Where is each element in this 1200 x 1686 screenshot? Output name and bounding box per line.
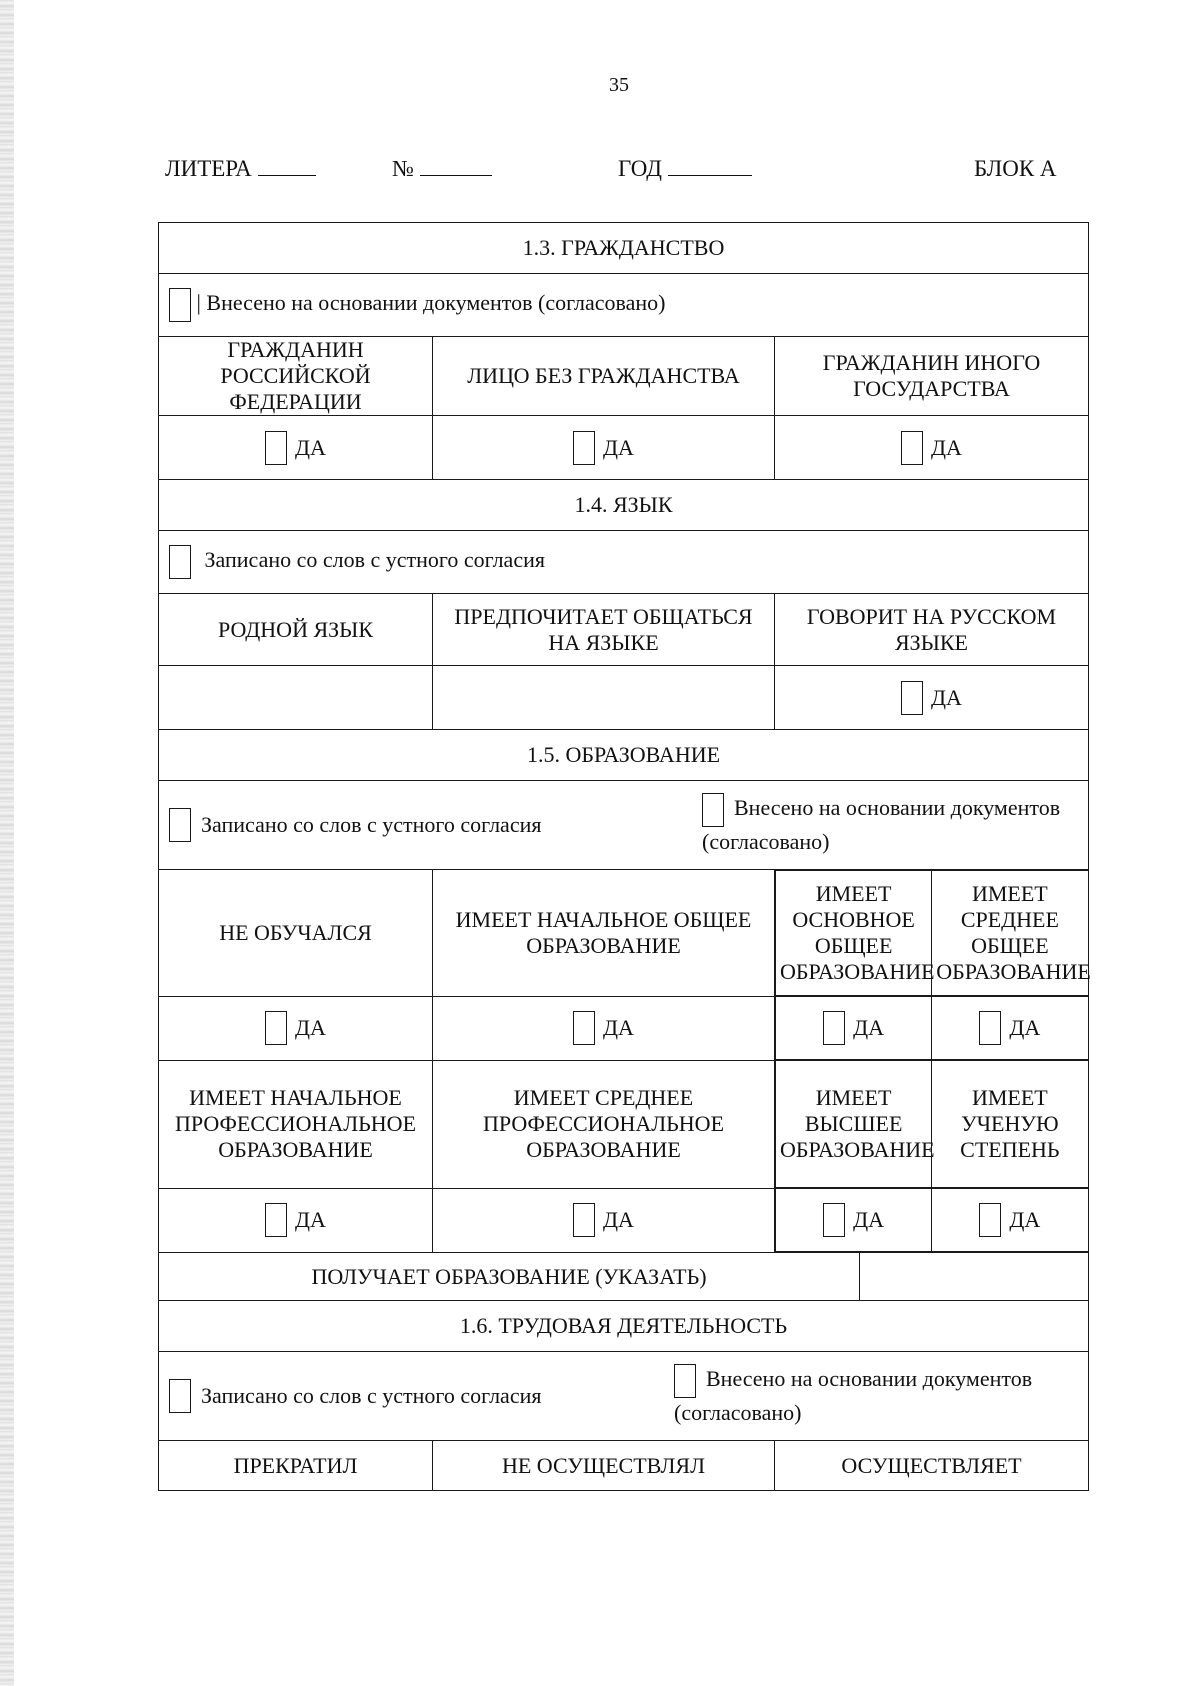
- yes-label: ДА: [853, 1015, 885, 1040]
- language-preferred-input[interactable]: [433, 666, 775, 730]
- litera-blank[interactable]: [258, 157, 316, 176]
- yes-label: ДА: [603, 1207, 634, 1233]
- number-blank[interactable]: [420, 157, 492, 176]
- checkbox[interactable]: [702, 793, 724, 827]
- education-note-docs: Внесено на основании документов (согласовано): [702, 795, 1061, 854]
- yes-label: ДА: [853, 1207, 885, 1232]
- employment-note-oral: Записано со слов с устного согласия: [201, 1383, 542, 1408]
- employment-note-docs: Внесено на основании документов (согласовано): [674, 1366, 1033, 1425]
- checkbox[interactable]: [169, 808, 191, 842]
- employment-never: НЕ ОСУЩЕСТВЛЯЛ: [433, 1441, 775, 1491]
- education-higher-yes: [776, 1189, 932, 1252]
- education-primary-header: ИМЕЕТ НАЧАЛЬНОЕ ОБЩЕЕ ОБРАЗОВАНИЕ: [433, 870, 775, 997]
- education-row1-right-group: [775, 870, 1089, 997]
- education-row1-yes-table: [775, 996, 1089, 1060]
- checkbox[interactable]: [169, 1379, 191, 1413]
- checkbox[interactable]: [573, 431, 595, 465]
- education-receiving-input[interactable]: [860, 1253, 1089, 1301]
- language-note-row: [159, 531, 1089, 594]
- language-note: Записано со слов с устного согласия: [204, 547, 545, 573]
- year-label: ГОД: [618, 156, 662, 181]
- yes-label: ДА: [603, 1015, 634, 1040]
- employment-active: ОСУЩЕСТВЛЯЕТ: [775, 1441, 1089, 1491]
- education-vocational-primary-yes: [159, 1188, 433, 1253]
- education-none-header: НЕ ОБУЧАЛСЯ: [159, 870, 433, 997]
- page-number: 35: [609, 74, 629, 96]
- education-row2-right-group: [775, 1060, 1089, 1188]
- citizenship-note-row: [159, 274, 1089, 337]
- education-row2-yes-group: [775, 1188, 1089, 1253]
- language-russian-header: ГОВОРИТ НА РУССКОМ ЯЗЫКЕ: [775, 594, 1089, 666]
- yes-label: ДА: [931, 684, 962, 710]
- citizenship-rf-yes: [159, 416, 433, 480]
- citizenship-option-rf: ГРАЖДАНИН РОССИЙСКОЙ ФЕДЕРАЦИИ: [159, 337, 433, 416]
- checkbox[interactable]: [823, 1011, 845, 1045]
- checkbox[interactable]: [823, 1203, 845, 1237]
- checkbox[interactable]: [169, 545, 191, 579]
- checkbox[interactable]: [573, 1011, 595, 1045]
- citizenship-option-foreign: ГРАЖДАНИН ИНОГО ГОСУДАРСТВА: [775, 337, 1089, 416]
- checkbox[interactable]: [674, 1364, 696, 1398]
- education-vocational-secondary-yes: [433, 1188, 775, 1253]
- checkbox[interactable]: [265, 431, 287, 465]
- language-preferred-header: ПРЕДПОЧИТАЕТ ОБЩАТЬСЯ НА ЯЗЫКЕ: [433, 594, 775, 666]
- employment-note-row: [159, 1352, 1089, 1441]
- language-native-input[interactable]: [159, 666, 433, 730]
- education-none-yes: [159, 996, 433, 1060]
- employment-docs-note-block: [674, 1364, 1084, 1428]
- education-secondary-header: ИМЕЕТ СРЕДНЕЕ ОБЩЕЕ ОБРАЗОВАНИЕ: [932, 871, 1088, 996]
- checkbox[interactable]: [901, 431, 923, 465]
- yes-label: ДА: [295, 434, 326, 460]
- litera-field: [165, 156, 316, 182]
- checkbox[interactable]: [979, 1203, 1001, 1237]
- citizenship-option-stateless: ЛИЦО БЕЗ ГРАЖДАНСТВА: [433, 337, 775, 416]
- yes-label: ДА: [931, 434, 962, 460]
- education-degree-header: ИМЕЕТ УЧЕНУЮ СТЕПЕНЬ: [932, 1061, 1088, 1188]
- checkbox[interactable]: [169, 288, 191, 322]
- year-blank[interactable]: [668, 157, 752, 176]
- yes-label: ДА: [1009, 1015, 1041, 1040]
- questionnaire-form: [158, 222, 1089, 1491]
- education-secondary-yes: [932, 997, 1088, 1060]
- citizenship-note: | Внесено на основании документов (согласовано): [196, 290, 666, 316]
- education-docs-note-block: [702, 793, 1084, 857]
- yes-label: ДА: [603, 434, 634, 460]
- scan-edge: [0, 0, 14, 1686]
- number-label: №: [392, 156, 414, 181]
- checkbox[interactable]: [265, 1011, 287, 1045]
- education-basic-header: ИМЕЕТ ОСНОВНОЕ ОБЩЕЕ ОБРАЗОВАНИЕ: [776, 871, 932, 996]
- citizenship-foreign-yes: [775, 416, 1089, 480]
- checkbox[interactable]: [573, 1203, 595, 1237]
- education-note-oral: Записано со слов с устного согласия: [201, 812, 542, 837]
- education-row2-yes-table: [775, 1188, 1089, 1252]
- education-row1-right-table: [775, 870, 1089, 996]
- block-label: БЛОК А: [974, 156, 1057, 181]
- yes-label: ДА: [1009, 1207, 1041, 1232]
- checkbox[interactable]: [265, 1203, 287, 1237]
- yes-label: ДА: [295, 1015, 326, 1040]
- checkbox[interactable]: [901, 681, 923, 715]
- education-row2-right-table: [775, 1060, 1089, 1188]
- education-basic-yes: [776, 997, 932, 1060]
- checkbox[interactable]: [979, 1011, 1001, 1045]
- litera-label: ЛИТЕРА: [165, 156, 252, 181]
- education-degree-yes: [932, 1189, 1088, 1252]
- language-native-header: РОДНОЙ ЯЗЫК: [159, 594, 433, 666]
- yes-label: ДА: [295, 1207, 326, 1233]
- section-employment-title: 1.6. ТРУДОВАЯ ДЕЯТЕЛЬНОСТЬ: [159, 1301, 1089, 1352]
- education-row1-yes-group: [775, 996, 1089, 1060]
- citizenship-stateless-yes: [433, 416, 775, 480]
- section-education-title: 1.5. ОБРАЗОВАНИЕ: [159, 730, 1089, 781]
- education-vocational-primary-header: ИМЕЕТ НАЧАЛЬНОЕ ПРОФЕССИОНАЛЬНОЕ ОБРАЗОВАНИЕ: [159, 1060, 433, 1188]
- section-citizenship-title: 1.3. ГРАЖДАНСТВО: [159, 223, 1089, 274]
- education-vocational-secondary-header: ИМЕЕТ СРЕДНЕЕ ПРОФЕССИОНАЛЬНОЕ ОБРАЗОВАНИЕ: [433, 1060, 775, 1188]
- education-primary-yes: [433, 996, 775, 1060]
- year-field: [618, 156, 752, 182]
- section-language-title: 1.4. ЯЗЫК: [159, 480, 1089, 531]
- education-higher-header: ИМЕЕТ ВЫСШЕЕ ОБРАЗОВАНИЕ: [776, 1061, 932, 1188]
- employment-stopped: ПРЕКРАТИЛ: [159, 1441, 433, 1491]
- education-receiving-label: ПОЛУЧАЕТ ОБРАЗОВАНИЕ (УКАЗАТЬ): [159, 1253, 860, 1301]
- language-russian-yes: [775, 666, 1089, 730]
- education-note-row: [159, 781, 1089, 870]
- number-field: [392, 156, 492, 182]
